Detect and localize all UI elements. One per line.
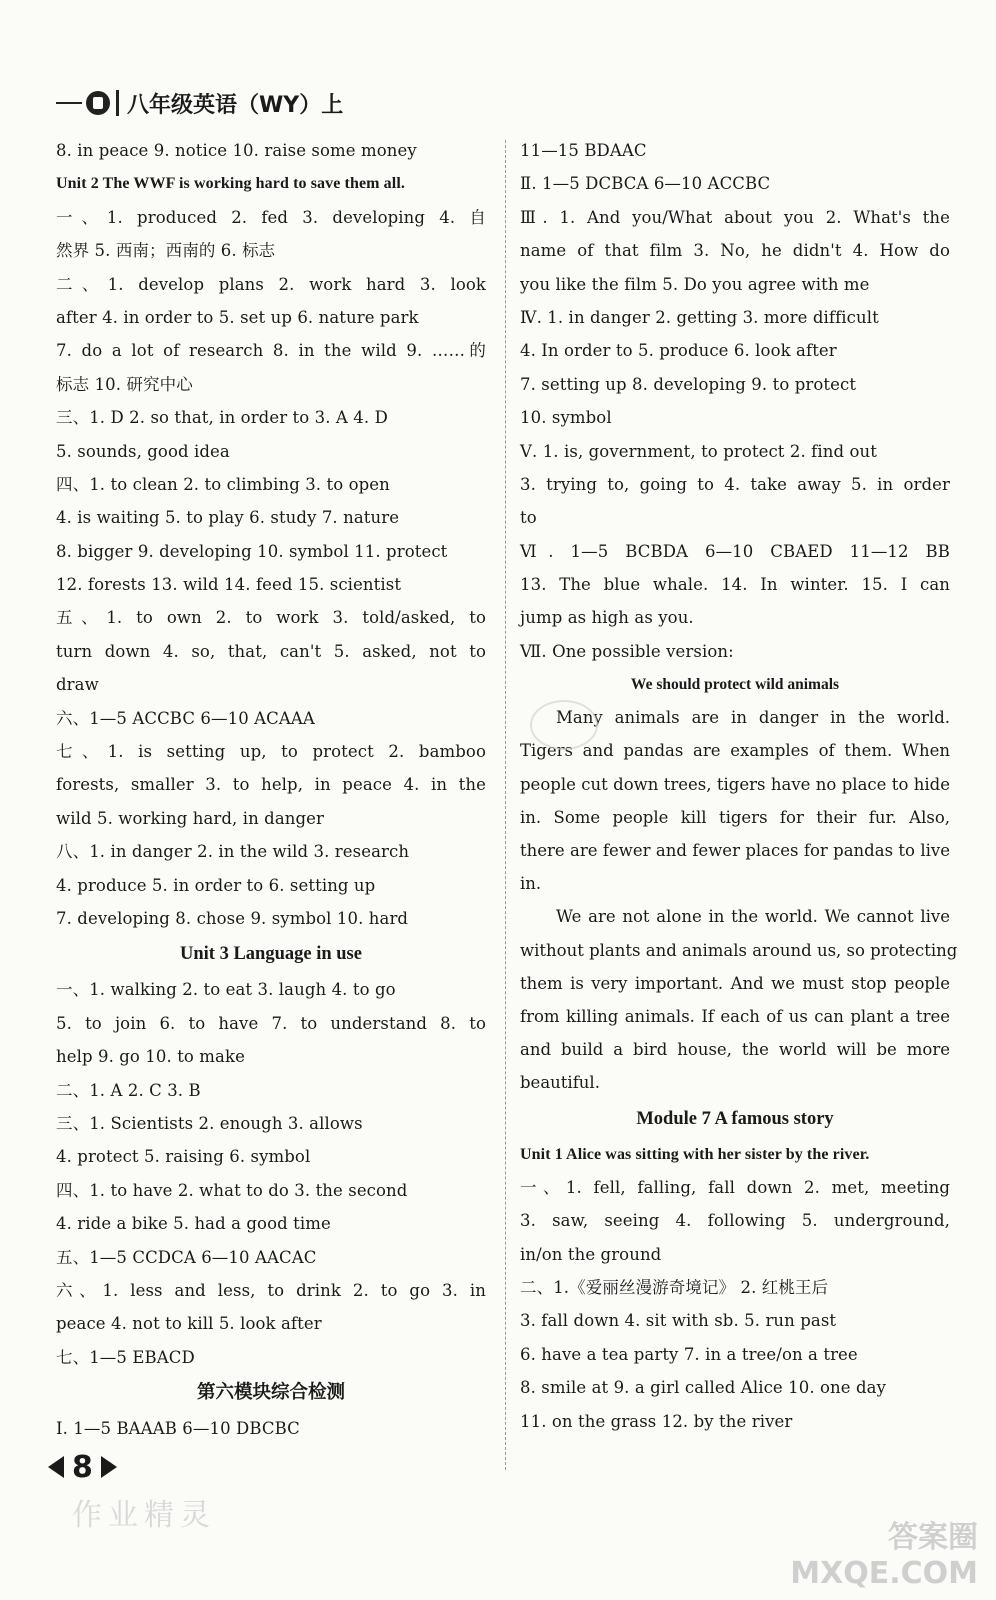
answer-line: peace 4. not to kill 5. look after bbox=[56, 1314, 322, 1334]
essay-line: Many animals are in danger in the world. bbox=[556, 708, 950, 728]
section-heading: 第六模块综合检测 bbox=[196, 1383, 345, 1404]
answer-line: 七、1—5 EBACD bbox=[56, 1347, 195, 1367]
answer-line: 五、1—5 CCDCA 6—10 AACAC bbox=[56, 1247, 317, 1267]
answer-line: 五、1. to own 2. to work 3. told/asked, to bbox=[56, 608, 486, 628]
answer-line: 二、1. A 2. C 3. B bbox=[56, 1080, 201, 1100]
answer-line: name of that film 3. No, he didn't 4. How do bbox=[520, 241, 950, 261]
essay-line: Tigers and pandas are examples of them. When bbox=[520, 741, 950, 761]
section-heading: Unit 3 Language in use bbox=[180, 944, 362, 965]
answer-line: wild 5. working hard, in danger bbox=[56, 808, 325, 828]
answer-line: 七、1. is setting up, to protect 2. bamboo bbox=[56, 742, 486, 762]
essay-line: without plants and animals around us, so protecting bbox=[520, 940, 958, 960]
essay-title: We should protect wild animals bbox=[630, 676, 840, 694]
page-number-text: 8 bbox=[72, 1449, 93, 1485]
essay-line: them is very important. And we must stop people bbox=[520, 973, 950, 993]
answer-line: after 4. in order to 5. set up 6. nature park bbox=[56, 307, 419, 327]
module-heading: Module 7 A famous story bbox=[636, 1108, 834, 1129]
answer-line: Unit 1 Alice was sitting with her sister by the river. bbox=[520, 1145, 870, 1163]
answer-line: 7. do a lot of research 8. in the wild 9. ……的 bbox=[56, 341, 486, 361]
answer-line: 8. in peace 9. notice 10. raise some money bbox=[56, 141, 417, 160]
answer-line: Ⅵ. 1—5 BCBDA 6—10 CBAED 11—12 BB bbox=[520, 541, 950, 561]
answer-line: draw bbox=[56, 675, 99, 695]
answer-line: 六、1. less and less, to drink 2. to go 3. in bbox=[56, 1280, 486, 1300]
answer-line: 三、1. D 2. so that, in order to 3. A 4. D bbox=[56, 408, 388, 428]
answer-line: 7. developing 8. chose 9. symbol 10. hard bbox=[56, 908, 409, 928]
essay-body bbox=[520, 701, 958, 1099]
answer-line: 11. on the grass 12. by the river bbox=[520, 1411, 793, 1431]
essay-line: beautiful. bbox=[520, 1073, 600, 1093]
answer-line: 10. symbol bbox=[520, 408, 612, 428]
answer-line: turn down 4. so, that, can't 5. asked, not to bbox=[56, 641, 486, 661]
answer-line: 5. to join 6. to have 7. to understand 8. to bbox=[56, 1013, 486, 1033]
site-watermark: 答案圈 MXQE.COM bbox=[790, 1520, 978, 1591]
answer-line: jump as high as you. bbox=[520, 608, 694, 628]
answer-line: 一、1. walking 2. to eat 3. laugh 4. to go bbox=[56, 980, 396, 1000]
essay-line: in. bbox=[520, 874, 542, 894]
footer-brand-stamp: 作业精灵 bbox=[72, 1498, 216, 1533]
seal-stamp bbox=[530, 700, 598, 750]
answer-line: 3. fall down 4. sit with sb. 5. run past bbox=[520, 1311, 837, 1331]
answer-line: 三、1. Scientists 2. enough 3. allows bbox=[56, 1113, 363, 1133]
answer-line: Ⅶ. One possible version: bbox=[520, 641, 734, 661]
answer-line: 六、1—5 ACCBC 6—10 ACAAA bbox=[56, 708, 315, 728]
answer-line: 四、1. to have 2. what to do 3. the second bbox=[56, 1180, 408, 1200]
essay-line: people cut down trees, tigers have no place to hide bbox=[520, 774, 950, 794]
answer-line: Ⅱ. 1—5 DCBCA 6—10 ACCBC bbox=[520, 174, 771, 194]
answer-line: 12. forests 13. wild 14. feed 15. scientist bbox=[56, 575, 402, 595]
answer-line: 8. bigger 9. developing 10. symbol 11. protect bbox=[56, 541, 448, 561]
answer-line: to bbox=[520, 508, 537, 528]
triangle-left-icon bbox=[48, 1456, 64, 1478]
answer-line: Ⅲ. 1. And you/What about you 2. What's the bbox=[520, 207, 950, 227]
answer-line: 4. ride a bike 5. had a good time bbox=[56, 1214, 331, 1234]
header-title: 八年级英语（WY）上 bbox=[127, 92, 344, 118]
answer-line: 3. trying to, going to 4. take away 5. in order bbox=[520, 474, 950, 494]
triangle-right-icon bbox=[101, 1456, 117, 1478]
answer-line: forests, smaller 3. to help, in peace 4. in the bbox=[56, 775, 486, 795]
answer-line: Ⅴ. 1. is, government, to protect 2. find out bbox=[520, 441, 877, 461]
answer-line: 4. protect 5. raising 6. symbol bbox=[56, 1147, 311, 1167]
right-bottom-answers bbox=[520, 1138, 950, 1439]
essay-line: We are not alone in the world. We cannot live bbox=[556, 907, 950, 927]
answer-line: 一、1. fell, falling, fall down 2. met, meeting bbox=[520, 1177, 950, 1197]
header-bar bbox=[116, 90, 119, 116]
answer-line: Ⅰ. 1—5 BAAAB 6—10 DBCBC bbox=[56, 1419, 300, 1439]
answer-line: 标志 10. 研究中心 bbox=[56, 374, 193, 394]
page-number bbox=[48, 1447, 117, 1487]
answer-line: 二、1. develop plans 2. work hard 3. look bbox=[56, 274, 486, 294]
book-logo-icon bbox=[86, 91, 110, 115]
answer-line: 11—15 BDAAC bbox=[520, 141, 647, 160]
answer-line: 5. sounds, good idea bbox=[56, 441, 230, 461]
answer-line: 4. In order to 5. produce 6. look after bbox=[520, 341, 837, 361]
answer-line: Ⅳ. 1. in danger 2. getting 3. more difficult bbox=[520, 307, 879, 327]
header-rule bbox=[56, 102, 82, 104]
column-divider bbox=[505, 140, 506, 1470]
answer-line: 四、1. to clean 2. to climbing 3. to open bbox=[56, 474, 390, 494]
essay-line: there are fewer and fewer places for pandas to live bbox=[520, 841, 950, 860]
answer-line: 4. produce 5. in order to 6. setting up bbox=[56, 875, 376, 895]
left-answer-column bbox=[56, 134, 486, 1445]
answer-line: 然界 5. 西南；西南的 6. 标志 bbox=[56, 241, 276, 261]
answer-line: in/on the ground bbox=[520, 1244, 662, 1264]
right-top-answers bbox=[520, 134, 950, 668]
answer-line: 8. smile at 9. a girl called Alice 10. one day bbox=[520, 1378, 886, 1398]
answer-line: help 9. go 10. to make bbox=[56, 1047, 245, 1067]
page-header bbox=[56, 86, 343, 120]
essay-line: from killing animals. If each of us can plant a tree bbox=[520, 1006, 950, 1026]
essay-line: and build a bird house, the world will be more bbox=[520, 1040, 950, 1060]
answer-line: Unit 2 The WWF is working hard to save them all. bbox=[56, 175, 405, 193]
answer-line: 八、1. in danger 2. in the wild 3. research bbox=[56, 842, 410, 862]
answer-line: 3. saw, seeing 4. following 5. underground, bbox=[520, 1211, 950, 1231]
answer-line: 6. have a tea party 7. in a tree/on a tree bbox=[520, 1344, 858, 1364]
essay-line: in. Some people kill tigers for their fur. Also, bbox=[520, 807, 950, 827]
answer-line: 13. The blue whale. 14. In winter. 15. I can bbox=[520, 575, 950, 595]
answer-line: 7. setting up 8. developing 9. to protect bbox=[520, 374, 857, 394]
answer-line: 4. is waiting 5. to play 6. study 7. nature bbox=[56, 508, 400, 528]
right-answer-column bbox=[520, 134, 958, 1438]
answer-line: 一、1. produced 2. fed 3. developing 4. 自 bbox=[56, 207, 486, 227]
answer-line: 二、1.《爱丽丝漫游奇境记》 2. 红桃王后 bbox=[520, 1278, 829, 1298]
answer-line: you like the film 5. Do you agree with me bbox=[520, 274, 870, 294]
